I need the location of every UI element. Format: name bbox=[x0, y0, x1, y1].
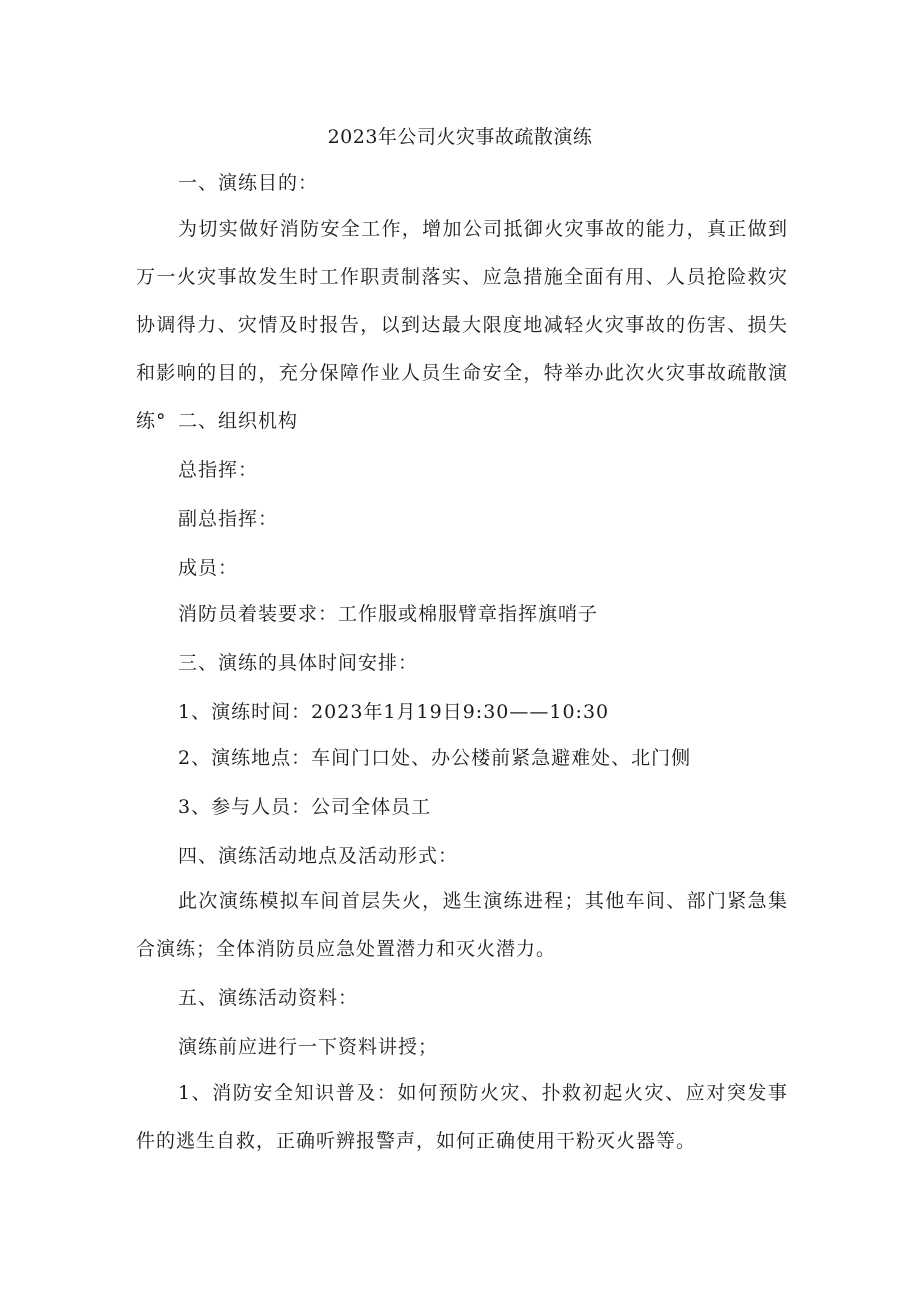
section-5-heading: 五、演练活动资料： bbox=[178, 987, 359, 1009]
dress-requirement-line: 消防员着装要求：工作服或棉服臂章指挥旗哨子 bbox=[178, 603, 599, 625]
document-title: 2023年公司火灾事故疏散演练 bbox=[327, 126, 593, 148]
section-1-heading: 一、演练目的： bbox=[178, 172, 319, 194]
section-1-body: 为切实做好消防安全工作，增加公司抵御火灾事故的能力，真正做到万一火灾事故发生时工作职责制落实、应急措施全面有用、人员抢险救灾协调得力、灾情及时报告，以到达最大限度地减轻火灾事故的伤害、损失和影响的目的，充分保障作业人员生命安全，特举办此次火灾事故疏散演练° bbox=[136, 218, 788, 432]
section-5-item-1: 1、消防安全知识普及：如何预防火灾、扑救初起火灾、应对突发事件的逃生自救，正确听辨报警声，如何正确使用干粉灭火器等。 bbox=[136, 1082, 788, 1152]
section-4-heading: 四、演练活动地点及活动形式： bbox=[178, 845, 459, 867]
schedule-time-line: 1、演练时间：2023年1月19日9:30——10:30 bbox=[178, 701, 610, 723]
commander-line: 总指挥： bbox=[178, 459, 259, 481]
vice-commander-line: 副总指挥： bbox=[178, 508, 279, 530]
schedule-location-line: 2、演练地点：车间门口处、办公楼前紧急避难处、北门侧 bbox=[178, 747, 692, 769]
participants-line: 3、参与人员：公司全体员工 bbox=[178, 796, 432, 818]
members-line: 成员： bbox=[178, 557, 239, 579]
section-5-intro: 演练前应进行一下资料讲授； bbox=[178, 1036, 439, 1058]
section-4-body: 此次演练模拟车间首层失火，逃生演练进程；其他车间、部门紧急集合演练；全体消防员应急处置潜力和灭火潜力。 bbox=[136, 890, 788, 960]
section-2-heading: 二、组织机构 bbox=[178, 410, 299, 432]
section-3-heading: 三、演练的具体时间安排： bbox=[178, 652, 419, 674]
